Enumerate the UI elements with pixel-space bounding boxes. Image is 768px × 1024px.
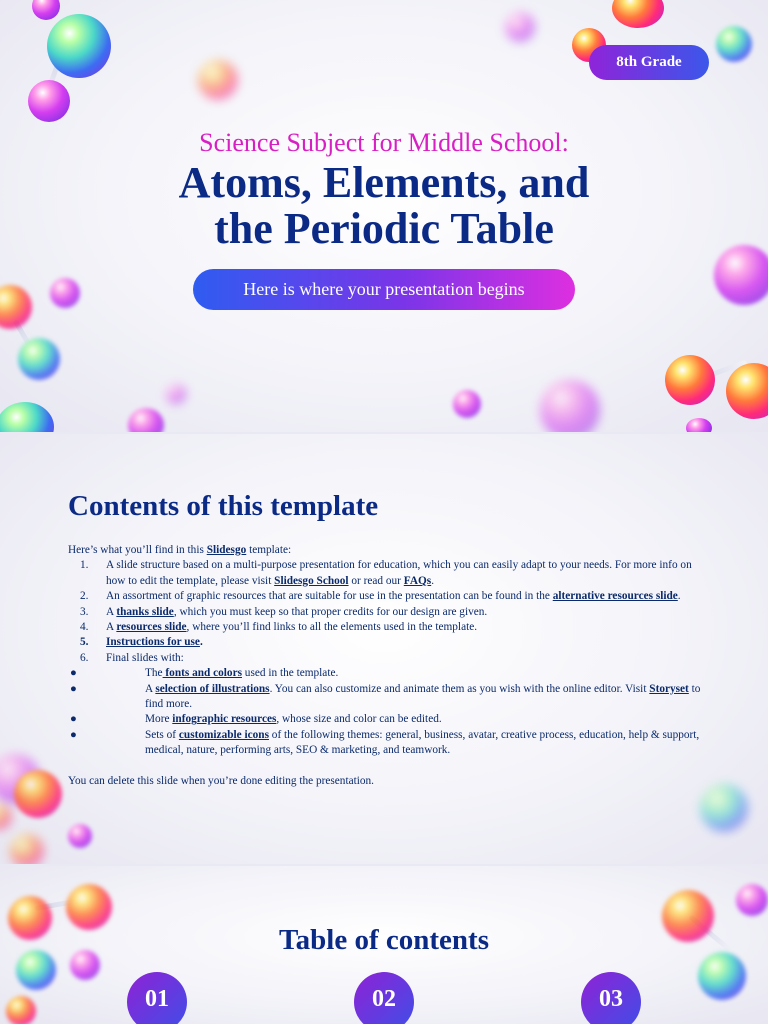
list-number: 3.	[80, 605, 89, 618]
molecule-atom	[10, 834, 44, 864]
item-text: to find more.	[145, 682, 701, 711]
item-text: .	[199, 636, 203, 649]
item-text: A	[106, 621, 117, 634]
slide-title	[0, 160, 768, 252]
icons-link[interactable]: customizable icons	[178, 728, 269, 741]
item-text: More	[145, 713, 173, 726]
item-text: of the following themes: general, business, avatar, creative process, education, help & support, medical, nature, performing arts, SEO & marketing, and teamwork.	[145, 728, 700, 757]
resources-slide-link[interactable]: resources slide	[116, 621, 187, 634]
molecule-atom	[6, 996, 36, 1024]
table-of-contents-slide	[0, 866, 768, 1024]
item-text: or read our	[348, 574, 404, 587]
contents-body	[68, 543, 708, 789]
molecule-atom	[700, 784, 748, 832]
section-number-1: 01	[127, 972, 187, 1024]
item-text: An assortment of graphic resources that are suitable for use in the presentation can be found in the	[106, 590, 553, 603]
toc-title: Table of contents	[279, 924, 489, 956]
title-slide	[0, 0, 768, 432]
molecule-atom	[166, 384, 186, 404]
molecule-atom	[47, 14, 111, 78]
molecule-atom	[50, 278, 80, 308]
molecule-atom	[198, 60, 238, 100]
item-text: used in the template.	[241, 667, 339, 680]
list-item	[68, 635, 708, 650]
molecule-atom	[686, 418, 712, 432]
item-text: A	[106, 605, 117, 618]
sub-list-item	[70, 712, 708, 727]
list-number: 2.	[80, 590, 89, 603]
section-number-3: 03	[581, 972, 641, 1024]
sub-list-item	[70, 666, 708, 681]
item-text: The	[145, 667, 163, 680]
item-text: A	[145, 682, 156, 695]
item-text: Final slides with:	[106, 651, 184, 664]
slidesgo-link[interactable]: Slidesgo	[206, 544, 247, 556]
illustrations-link[interactable]: selection of illustrations	[155, 682, 270, 695]
sub-list-item	[70, 682, 708, 713]
item-text: .	[677, 590, 681, 603]
item-text: Sets of	[145, 728, 179, 741]
contents-title: Contents of this template	[68, 490, 379, 522]
faqs-link[interactable]: FAQs	[403, 574, 432, 587]
thanks-slide-link[interactable]: thanks slide	[116, 605, 174, 618]
infographic-link[interactable]: infographic resources	[172, 713, 277, 726]
sub-list-item	[70, 728, 708, 759]
molecule-atom	[716, 26, 752, 62]
molecule-atom	[698, 952, 746, 1000]
list-item	[68, 651, 708, 759]
molecule-atom	[665, 355, 715, 405]
item-text: .	[431, 574, 435, 587]
alternative-resources-link[interactable]: alternative resources slide	[552, 590, 678, 603]
bullet-icon: ●	[70, 682, 77, 695]
bullet-icon: ●	[70, 728, 77, 741]
item-text: . You can also customize and animate them as you wish with the online editor. Visit	[269, 682, 650, 695]
contents-footer: You can delete this slide when you’re done editing the presentation.	[68, 774, 374, 787]
molecule-atom	[68, 824, 92, 848]
item-text: , whose size and color can be edited.	[276, 713, 442, 726]
contents-slide	[0, 434, 768, 864]
slidesgo-school-link[interactable]: Slidesgo School	[274, 574, 349, 587]
list-item	[68, 620, 708, 635]
slide-subtitle: Science Subject for Middle School:	[199, 128, 569, 157]
bullet-icon: ●	[70, 713, 77, 726]
title-line-1: Atoms, Elements, and	[178, 158, 590, 207]
list-number: 4.	[80, 621, 89, 634]
molecule-atom	[714, 245, 768, 305]
item-text: A slide structure based on a multi-purpose presentation for education, which you can easily adapt to your needs. For more info on how to edit the template, please visit	[106, 559, 692, 587]
contents-intro	[68, 543, 708, 558]
storyset-link[interactable]: Storyset	[649, 682, 689, 695]
contents-list	[68, 558, 708, 758]
list-item	[68, 589, 708, 604]
molecule-atom	[18, 338, 60, 380]
list-number: 5.	[80, 636, 89, 649]
list-number: 1.	[80, 559, 89, 572]
intro-text-end: template:	[246, 544, 292, 556]
molecule-atom	[736, 884, 768, 916]
fonts-colors-link[interactable]: fonts and colors	[162, 667, 242, 680]
intro-text: Here’s what you’ll find in this	[68, 544, 207, 556]
grade-badge: 8th Grade	[589, 45, 709, 80]
molecule-atom	[28, 80, 70, 122]
sub-list	[70, 666, 708, 758]
molecule-atom	[14, 770, 62, 818]
bullet-icon: ●	[70, 667, 77, 680]
list-item	[68, 605, 708, 620]
section-number-2: 02	[354, 972, 414, 1024]
item-text: , where you’ll find links to all the elements used in the template.	[186, 621, 478, 634]
item-text: , which you must keep so that proper credits for our design are given.	[173, 605, 488, 618]
list-item	[68, 558, 708, 589]
molecule-atom	[540, 380, 600, 432]
molecule-atom	[505, 12, 535, 42]
molecule-atom	[453, 390, 481, 418]
list-number: 6.	[80, 651, 89, 664]
intro-pill: Here is where your presentation begins	[193, 269, 575, 310]
title-line-2: the Periodic Table	[214, 204, 554, 253]
instructions-link[interactable]: Instructions for use	[106, 636, 200, 649]
